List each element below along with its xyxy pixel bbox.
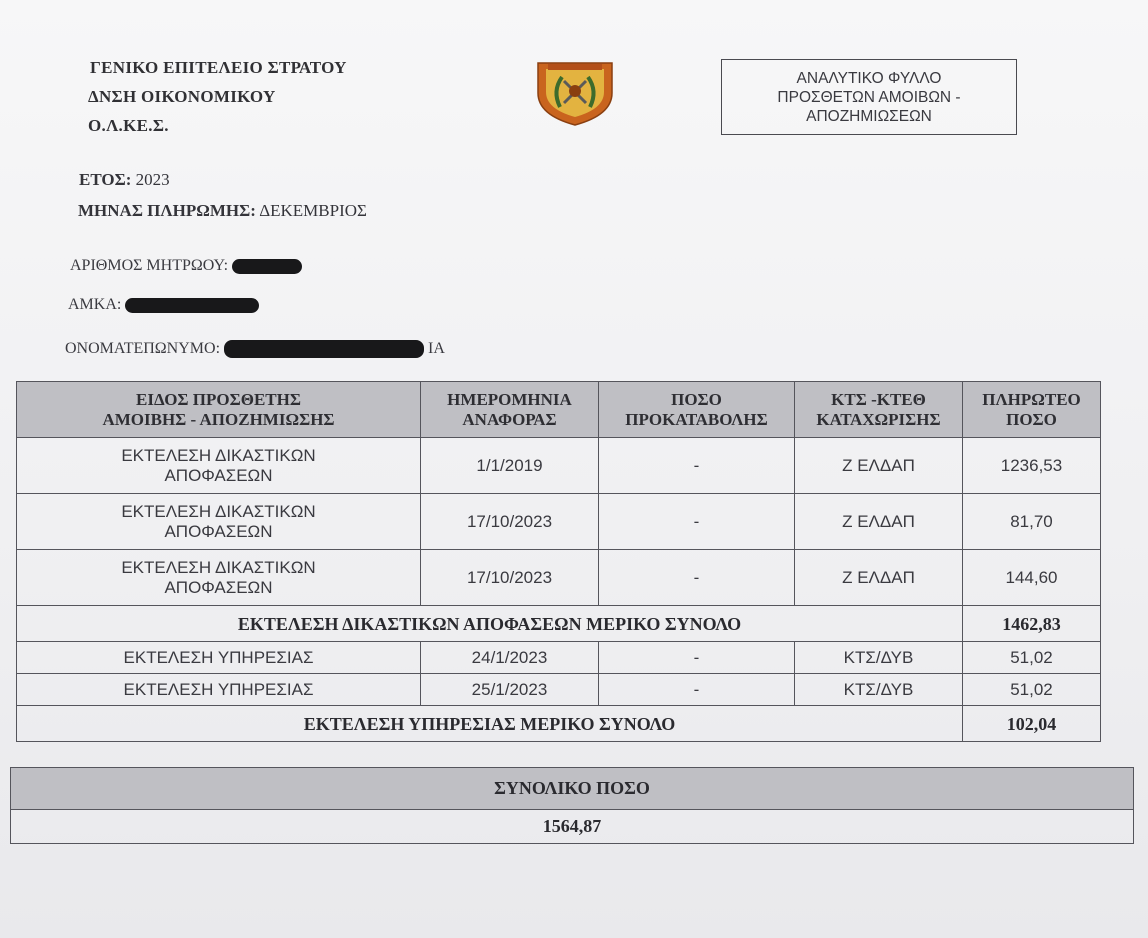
row-amount: 51,02 <box>963 674 1101 706</box>
subtotal-value: 1462,83 <box>963 606 1101 642</box>
table-row <box>17 674 1101 706</box>
amka-line <box>68 296 259 314</box>
table-row <box>17 494 1101 550</box>
row-code: ΚΤΣ/ΔΥΒ <box>795 642 963 674</box>
table-header-row <box>17 382 1101 438</box>
row-amount: 144,60 <box>963 550 1101 606</box>
redaction-bar <box>224 340 424 358</box>
table-row <box>17 642 1101 674</box>
row-advance: - <box>599 642 795 674</box>
full-name-visible-suffix: ΙΑ <box>428 340 445 357</box>
column-header-type: ΕΙΔΟΣ ΠΡΟΣΘΕΤΗΣ ΑΜΟΙΒΗΣ - ΑΠΟΖΗΜΙΩΣΗΣ <box>17 382 421 438</box>
doc-title-line-3: ΑΠΟΖΗΜΙΩΣΕΩΝ <box>806 107 932 125</box>
army-emblem-icon <box>534 55 616 127</box>
row-advance: - <box>599 550 795 606</box>
column-header-advance: ΠΟΣΟ ΠΡΟΚΑΤΑΒΟΛΗΣ <box>599 382 795 438</box>
amka-label: ΑΜΚΑ: <box>68 296 122 313</box>
column-header-date: ΗΜΕΡΟΜΗΝΙΑ ΑΝΑΦΟΡΑΣ <box>421 382 599 438</box>
row-amount: 51,02 <box>963 642 1101 674</box>
row-date: 1/1/2019 <box>421 438 599 494</box>
row-advance: - <box>599 438 795 494</box>
table-row <box>17 438 1101 494</box>
subtotal-value: 102,04 <box>963 706 1101 742</box>
row-type: ΕΚΤΕΛΕΣΗ ΥΠΗΡΕΣΙΑΣ <box>17 642 421 674</box>
row-code: ΚΤΣ/ΔΥΒ <box>795 674 963 706</box>
row-date: 25/1/2023 <box>421 674 599 706</box>
column-header-code: ΚΤΣ -ΚΤΕΘ ΚΑΤΑΧΩΡΙΣΗΣ <box>795 382 963 438</box>
row-type: ΕΚΤΕΛΕΣΗ ΥΠΗΡΕΣΙΑΣ <box>17 674 421 706</box>
grand-total-value: 1564,87 <box>11 810 1134 844</box>
full-name-label: ΟΝΟΜΑΤΕΠΩΝΥΜΟ: <box>65 340 221 357</box>
row-code: Ζ ΕΛΔΑΠ <box>795 438 963 494</box>
registry-number-line <box>70 257 302 275</box>
row-code: Ζ ΕΛΔΑΠ <box>795 550 963 606</box>
org-line-1: ΓΕΝΙΚΟ ΕΠΙΤΕΛΕΙΟ ΣΤΡΑΤΟΥ <box>90 58 347 77</box>
row-type: ΕΚΤΕΛΕΣΗ ΔΙΚΑΣΤΙΚΩΝ ΑΠΟΦΑΣΕΩΝ <box>17 438 421 494</box>
row-code: Ζ ΕΛΔΑΠ <box>795 494 963 550</box>
year-label: ΕΤΟΣ: <box>79 170 132 189</box>
full-name-line <box>65 340 445 358</box>
payments-table <box>16 381 1101 742</box>
doc-title-line-2: ΠΡΟΣΘΕΤΩΝ ΑΜΟΙΒΩΝ - <box>777 88 961 106</box>
month-line <box>78 201 367 221</box>
table-row <box>17 550 1101 606</box>
year-value: 2023 <box>135 170 170 189</box>
row-date: 17/10/2023 <box>421 550 599 606</box>
row-type: ΕΚΤΕΛΕΣΗ ΔΙΚΑΣΤΙΚΩΝ ΑΠΟΦΑΣΕΩΝ <box>17 550 421 606</box>
subtotal-label: ΕΚΤΕΛΕΣΗ ΥΠΗΡΕΣΙΑΣ ΜΕΡΙΚΟ ΣΥΝΟΛΟ <box>17 706 963 742</box>
registry-number-label: ΑΡΙΘΜΟΣ ΜΗΤΡΩΟΥ: <box>70 257 229 274</box>
redaction-bar <box>125 298 259 313</box>
subtotal-row <box>17 606 1101 642</box>
row-amount: 1236,53 <box>963 438 1101 494</box>
document-title-box <box>721 59 1017 135</box>
row-advance: - <box>599 494 795 550</box>
month-value: ΔΕΚΕΜΒΡΙΟΣ <box>259 201 367 220</box>
subtotal-label: ΕΚΤΕΛΕΣΗ ΔΙΚΑΣΤΙΚΩΝ ΑΠΟΦΑΣΕΩΝ ΜΕΡΙΚΟ ΣΥΝΟΛΟ <box>17 606 963 642</box>
year-line <box>79 170 170 190</box>
grand-total-label: ΣΥΝΟΛΙΚΟ ΠΟΣΟ <box>11 768 1134 810</box>
org-line-2: ΔΝΣΗ ΟΙΚΟΝΟΜΙΚΟΥ <box>88 87 276 106</box>
org-line-3: Ο.Λ.ΚΕ.Σ. <box>88 116 169 135</box>
subtotal-row <box>17 706 1101 742</box>
column-header-amount: ΠΛΗΡΩΤΕΟ ΠΟΣΟ <box>963 382 1101 438</box>
grand-total-table <box>10 767 1134 844</box>
redaction-bar <box>232 259 302 274</box>
row-date: 17/10/2023 <box>421 494 599 550</box>
row-date: 24/1/2023 <box>421 642 599 674</box>
doc-title-line-1: ΑΝΑΛΥΤΙΚΟ ΦΥΛΛΟ <box>796 69 942 87</box>
row-amount: 81,70 <box>963 494 1101 550</box>
row-advance: - <box>599 674 795 706</box>
row-type: ΕΚΤΕΛΕΣΗ ΔΙΚΑΣΤΙΚΩΝ ΑΠΟΦΑΣΕΩΝ <box>17 494 421 550</box>
month-label: ΜΗΝΑΣ ΠΛΗΡΩΜΗΣ: <box>78 201 256 220</box>
